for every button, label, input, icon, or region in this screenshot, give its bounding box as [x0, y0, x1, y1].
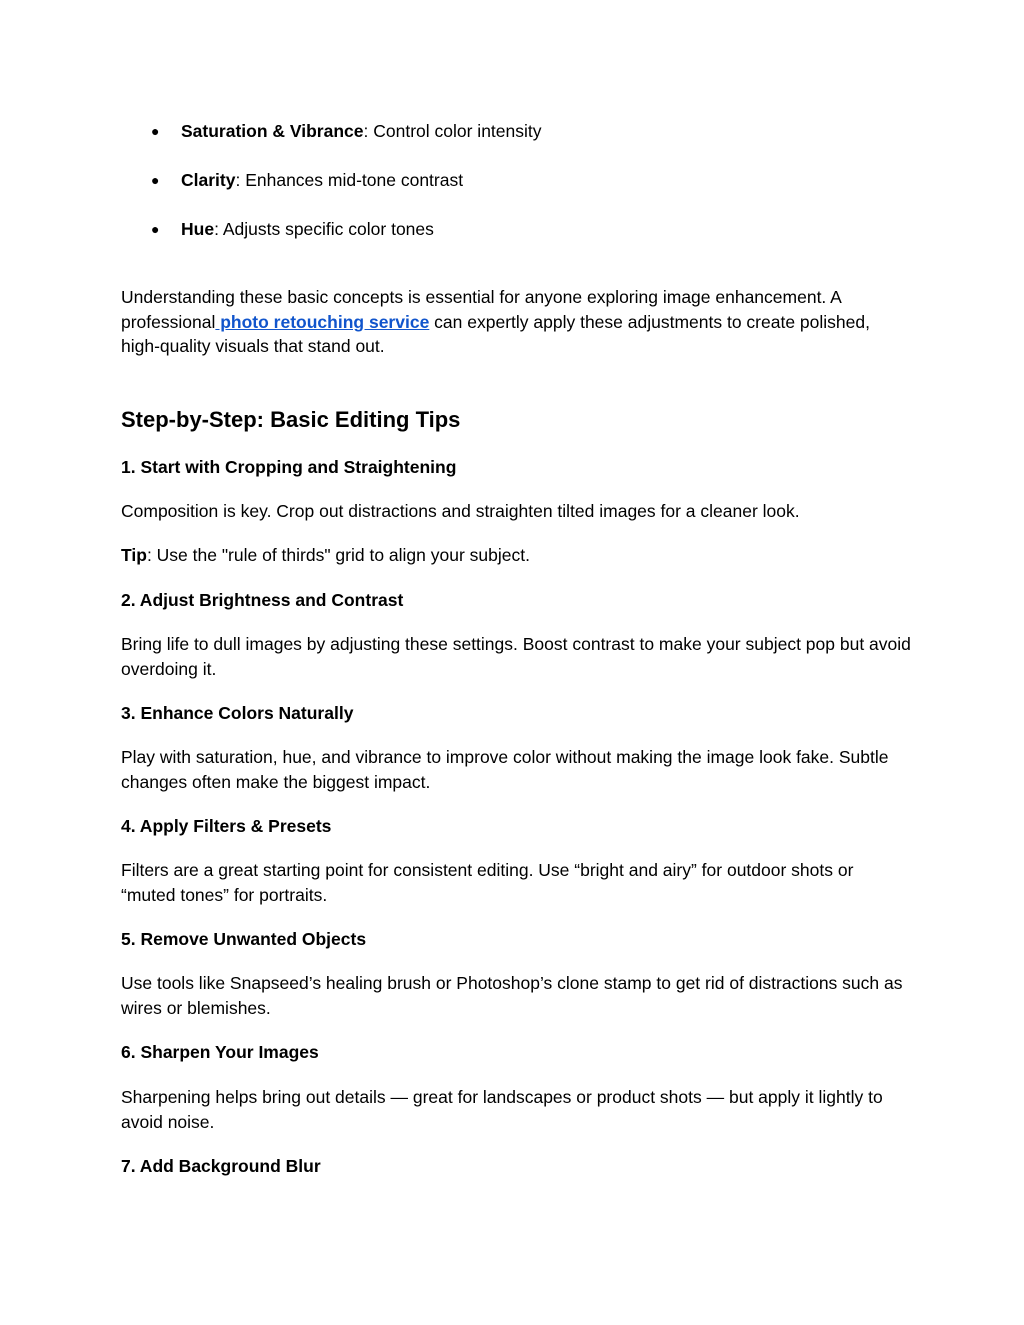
tip-text: : Use the "rule of thirds" grid to align your subject.	[146, 545, 530, 565]
section-title: Step-by-Step: Basic Editing Tips	[121, 407, 461, 432]
step-heading: 1. Start with Cropping and Straightening	[121, 457, 457, 477]
step-heading: 4. Apply Filters & Presets	[121, 816, 332, 836]
list-item-text: : Control color intensity	[363, 121, 542, 141]
step-heading: 3. Enhance Colors Naturally	[121, 703, 354, 723]
step-body: Use tools like Snapseed’s healing brush or Photoshop’s clone stamp to get rid of distractions such as wires or blemishes.	[121, 973, 903, 1018]
bullet-icon: ●	[151, 172, 160, 188]
step-body: Play with saturation, hue, and vibrance to improve color without making the image look fake. Subtle changes often make the biggest impact.	[121, 747, 889, 792]
bullet-icon: ●	[151, 221, 160, 237]
photo-retouching-link[interactable]: photo retouching service	[215, 311, 430, 332]
list-item	[151, 118, 542, 144]
tip-paragraph	[121, 543, 911, 568]
intro-text-after: can expertly apply these adjustments to create polished, high-quality visuals that stand out.	[121, 311, 870, 356]
list-item-text: : Enhances mid-tone contrast	[235, 170, 464, 190]
adjustment-list	[151, 118, 542, 265]
step-heading: 7. Add Background Blur	[121, 1156, 321, 1176]
step-heading: 6. Sharpen Your Images	[121, 1042, 319, 1062]
step-heading: 5. Remove Unwanted Objects	[121, 929, 367, 949]
step-heading: 2. Adjust Brightness and Contrast	[121, 590, 404, 610]
bullet-icon: ●	[151, 123, 160, 139]
list-item-term: Hue	[181, 219, 215, 239]
list-item-text: : Adjusts specific color tones	[214, 219, 434, 239]
list-item-term: Clarity	[181, 170, 236, 190]
step-body: Bring life to dull images by adjusting these settings. Boost contrast to make your subject pop but avoid overdoing it.	[121, 634, 911, 679]
list-item-term: Saturation & Vibrance	[181, 121, 364, 141]
intro-text-before: Understanding these basic concepts is essential for anyone exploring image enhancement. A professional	[121, 287, 841, 332]
intro-paragraph	[121, 285, 911, 359]
step-body: Composition is key. Crop out distractions and straighten tilted images for a cleaner look.	[121, 501, 800, 521]
list-item	[151, 216, 542, 242]
tip-term: Tip	[121, 545, 147, 565]
list-item	[151, 167, 542, 193]
step-body: Filters are a great starting point for consistent editing. Use “bright and airy” for outdoor shots or “muted tones” for portraits.	[121, 860, 854, 905]
step-body: Sharpening helps bring out details — great for landscapes or product shots — but apply it lightly to avoid noise.	[121, 1087, 883, 1132]
